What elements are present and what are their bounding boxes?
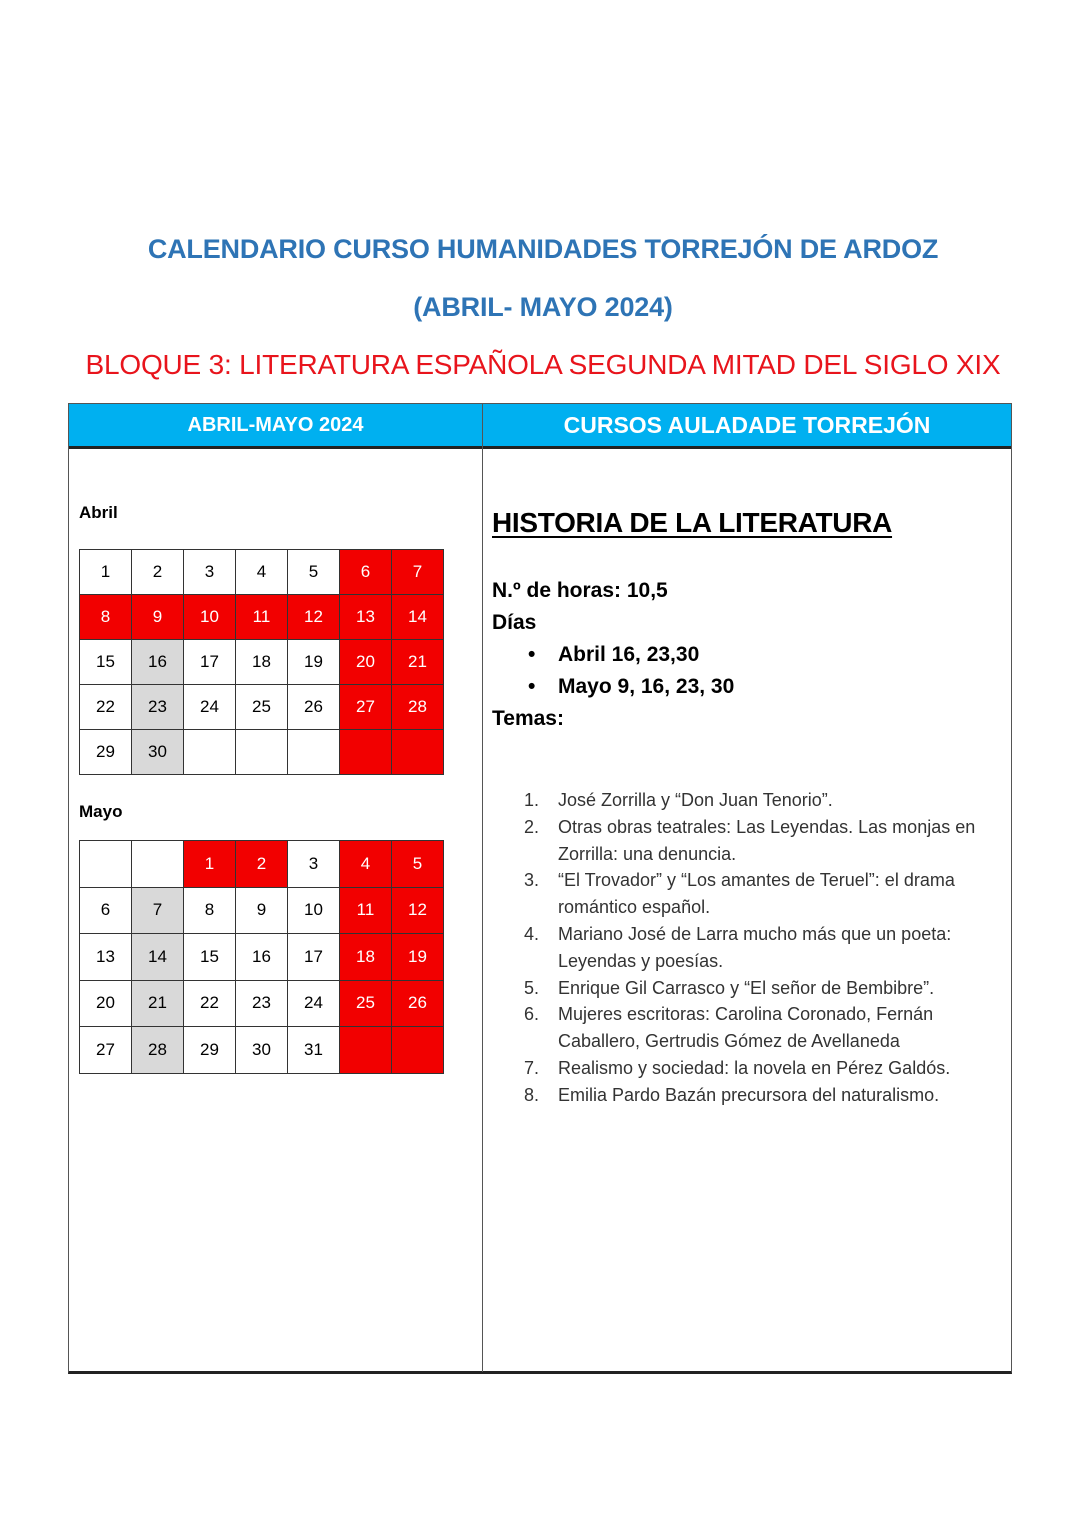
calendar-week-row (80, 595, 444, 640)
calendar-mayo (79, 840, 444, 1074)
calendar-week-row (80, 640, 444, 685)
calendar-day-cell: 4 (340, 841, 392, 888)
calendar-day-cell: 29 (80, 730, 132, 775)
topic-text: Mujeres escritoras: Carolina Coronado, Fernán Caballero, Gertrudis Gómez de Avellaneda (558, 1004, 934, 1052)
hours-text: N.º de horas: 10,5 (492, 579, 668, 602)
calendar-day-cell: 20 (80, 980, 132, 1027)
calendar-day-cell: 5 (392, 841, 444, 888)
calendar-day-cell: 20 (340, 640, 392, 685)
header-left: ABRIL-MAYO 2024 (69, 404, 482, 449)
calendar-day-cell: 16 (132, 640, 184, 685)
calendar-week-row (80, 1027, 444, 1074)
calendar-day-cell: 6 (80, 887, 132, 934)
calendar-day-cell (340, 1027, 392, 1074)
calendar-day-cell: 27 (80, 1027, 132, 1074)
calendar-day-cell: 29 (184, 1027, 236, 1074)
calendar-day-cell: 21 (132, 980, 184, 1027)
calendar-abril (79, 549, 444, 775)
calendar-day-cell: 14 (392, 595, 444, 640)
calendar-day-cell: 27 (340, 685, 392, 730)
topic-text: Otras obras teatrales: Las Leyendas. Las monjas en Zorrilla: una denuncia. (558, 816, 976, 864)
calendar-day-cell: 8 (184, 887, 236, 934)
column-divider (482, 404, 483, 1372)
calendar-day-cell: 3 (288, 841, 340, 888)
calendar-day-cell (184, 730, 236, 775)
calendar-day-cell: 1 (184, 841, 236, 888)
calendar-day-cell: 25 (236, 685, 288, 730)
calendar-day-cell: 12 (288, 595, 340, 640)
calendar-day-cell: 1 (80, 550, 132, 595)
topic-text: Mariano José de Larra mucho más que un poeta: Leyendas y poesías. (558, 923, 952, 971)
topic-text: José Zorrilla y “Don Juan Tenorio”. (558, 790, 833, 810)
calendar-day-cell (392, 1027, 444, 1074)
calendar-day-cell: 28 (132, 1027, 184, 1074)
calendar-day-cell: 11 (340, 887, 392, 934)
topic-item: 4. Mariano José de Larra mucho más que un poeta: Leyendas y poesías. (524, 923, 952, 971)
calendar-day-cell: 22 (80, 685, 132, 730)
calendar-day-cell: 10 (184, 595, 236, 640)
calendar-day-cell: 24 (184, 685, 236, 730)
calendar-day-cell: 21 (392, 640, 444, 685)
calendar-week-row (80, 730, 444, 775)
calendar-day-cell: 18 (236, 640, 288, 685)
calendar-day-cell: 25 (340, 980, 392, 1027)
calendar-week-row (80, 887, 444, 934)
document-title: CALENDARIO CURSO HUMANIDADES TORREJÓN DE ARDOZ (147, 234, 939, 264)
calendar-week-row (80, 934, 444, 981)
topic-item: 8. Emilia Pardo Bazán precursora del naturalismo. (524, 1084, 940, 1105)
calendar-day-cell: 15 (184, 934, 236, 981)
topic-text: Realismo y sociedad: la novela en Pérez Galdós. (558, 1057, 951, 1078)
bullet-icon: • (528, 643, 536, 666)
calendar-day-cell: 13 (80, 934, 132, 981)
calendar-day-cell: 17 (184, 640, 236, 685)
calendar-day-cell: 19 (288, 640, 340, 685)
topic-item: 1. José Zorrilla y “Don Juan Tenorio”. (524, 790, 833, 810)
calendar-day-cell: 6 (340, 550, 392, 595)
calendar-day-cell: 9 (236, 887, 288, 934)
calendar-day-cell: 4 (236, 550, 288, 595)
days-item-text: Abril 16, 23,30 (558, 643, 700, 666)
calendar-day-cell: 31 (288, 1027, 340, 1074)
document-subtitle: (ABRIL- MAYO 2024) (413, 292, 673, 322)
topic-item: 6. Mujeres escritoras: Carolina Coronado, Fernán Caballero, Gertrudis Gómez de Avellaneda (524, 1004, 934, 1052)
calendar-day-cell: 7 (392, 550, 444, 595)
calendar-day-cell: 14 (132, 934, 184, 981)
calendar-day-cell: 3 (184, 550, 236, 595)
topic-text: Enrique Gil Carrasco y “El señor de Bembibre”. (558, 977, 935, 998)
calendar-week-row (80, 841, 444, 888)
days-label: Días (492, 611, 537, 634)
topic-item: 7. Realismo y sociedad: la novela en Pérez Galdós. (524, 1057, 951, 1078)
calendar-day-cell: 28 (392, 685, 444, 730)
calendar-day-cell (288, 730, 340, 775)
topics-list (516, 787, 1012, 1109)
calendar-day-cell: 8 (80, 595, 132, 640)
days-item-text: Mayo 9, 16, 23, 30 (558, 675, 735, 698)
topic-item: 3. “El Trovador” y “Los amantes de Teruel”: el drama romántico español. (524, 870, 955, 918)
calendar-day-cell: 22 (184, 980, 236, 1027)
calendar-day-cell: 5 (288, 550, 340, 595)
calendar-day-cell: 26 (288, 685, 340, 730)
calendar-day-cell: 13 (340, 595, 392, 640)
calendar-day-cell: 17 (288, 934, 340, 981)
header-right: CURSOS AULADADE TORREJÓN (483, 404, 1011, 449)
calendar-day-cell: 16 (236, 934, 288, 981)
calendar-day-cell (340, 730, 392, 775)
calendar-day-cell: 11 (236, 595, 288, 640)
calendar-week-row (80, 980, 444, 1027)
course-title: HISTORIA DE LA LITERATURA (492, 507, 893, 538)
topics-label: Temas: (492, 707, 564, 730)
calendar-day-cell (392, 730, 444, 775)
month-label-mayo: Mayo (79, 802, 123, 821)
calendar-day-cell: 26 (392, 980, 444, 1027)
calendar-week-row (80, 685, 444, 730)
calendar-day-cell: 15 (80, 640, 132, 685)
calendar-day-cell (236, 730, 288, 775)
calendar-day-cell: 19 (392, 934, 444, 981)
calendar-day-cell: 30 (132, 730, 184, 775)
calendar-day-cell: 9 (132, 595, 184, 640)
calendar-day-cell: 24 (288, 980, 340, 1027)
calendar-day-cell: 23 (132, 685, 184, 730)
calendar-day-cell: 23 (236, 980, 288, 1027)
month-label-abril: Abril (79, 503, 118, 522)
calendar-day-cell (132, 841, 184, 888)
calendar-day-cell (80, 841, 132, 888)
topic-text: Emilia Pardo Bazán precursora del naturalismo. (558, 1084, 940, 1105)
calendar-day-cell: 7 (132, 887, 184, 934)
block-title: BLOQUE 3: LITERATURA ESPAÑOLA SEGUNDA MITAD DEL SIGLO XIX (85, 349, 1001, 380)
topic-item: 2. Otras obras teatrales: Las Leyendas. Las monjas en Zorrilla: una denuncia. (524, 816, 976, 864)
calendar-day-cell: 18 (340, 934, 392, 981)
calendar-week-row (80, 550, 444, 595)
calendar-day-cell: 12 (392, 887, 444, 934)
calendar-day-cell: 10 (288, 887, 340, 934)
topic-text: “El Trovador” y “Los amantes de Teruel”: el drama romántico español. (558, 870, 955, 918)
calendar-day-cell: 2 (236, 841, 288, 888)
bullet-icon: • (528, 675, 536, 698)
calendar-day-cell: 30 (236, 1027, 288, 1074)
calendar-day-cell: 2 (132, 550, 184, 595)
topic-item: 5. Enrique Gil Carrasco y “El señor de Bembibre”. (524, 977, 935, 998)
